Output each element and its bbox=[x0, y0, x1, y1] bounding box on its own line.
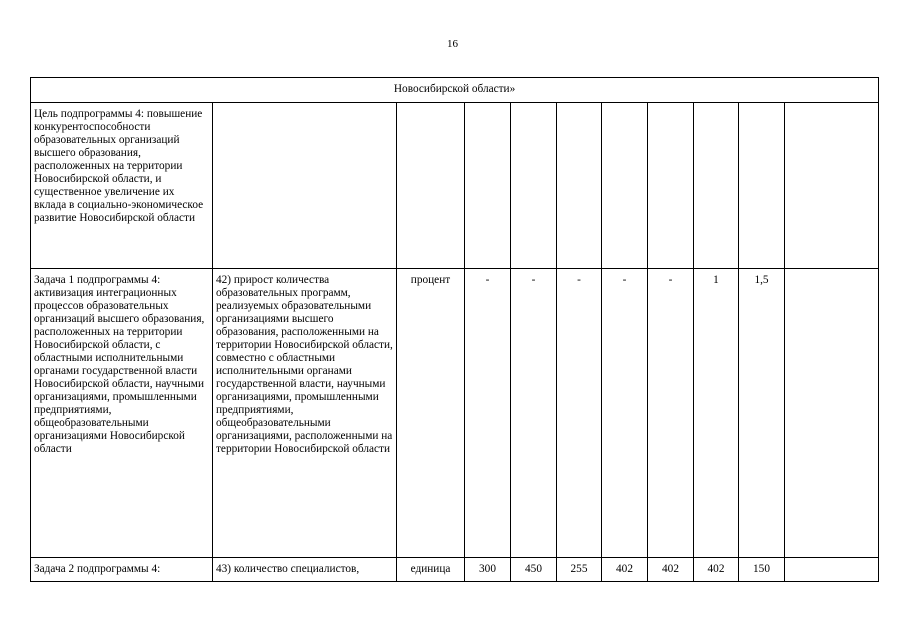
value-cell: 402 bbox=[648, 558, 694, 582]
value-cell: - bbox=[602, 269, 648, 558]
empty-cell bbox=[465, 103, 511, 269]
value-cell: 402 bbox=[694, 558, 739, 582]
empty-cell bbox=[648, 103, 694, 269]
value-cell: 402 bbox=[602, 558, 648, 582]
value-cell: 255 bbox=[557, 558, 602, 582]
empty-cell bbox=[785, 558, 879, 582]
table-row bbox=[31, 103, 879, 269]
value-cell: 1 bbox=[694, 269, 739, 558]
empty-cell bbox=[557, 103, 602, 269]
program-indicators-table bbox=[30, 77, 879, 582]
empty-cell bbox=[785, 103, 879, 269]
value-cell: - bbox=[557, 269, 602, 558]
empty-cell bbox=[694, 103, 739, 269]
table-heading-row bbox=[31, 78, 879, 103]
table-row bbox=[31, 269, 879, 558]
value-cell: 1,5 bbox=[739, 269, 785, 558]
unit-cell: единица bbox=[397, 558, 465, 582]
table-heading: Новосибирской области» bbox=[31, 78, 879, 103]
empty-cell bbox=[739, 103, 785, 269]
goal-cell: Цель подпрограммы 4: повышение конкурентоспособности образовательных организаций высшего образования, расположенных на территории Новосибирской области, и существенное увеличение их вклада в социально-экономическое развитие Новосибирской области bbox=[31, 103, 213, 269]
task-cell: Задача 2 подпрограммы 4: bbox=[31, 558, 213, 582]
value-cell: 450 bbox=[511, 558, 557, 582]
empty-cell bbox=[785, 269, 879, 558]
empty-cell bbox=[397, 103, 465, 269]
value-cell: - bbox=[648, 269, 694, 558]
value-cell: 150 bbox=[739, 558, 785, 582]
indicator-cell: 42) прирост количества образовательных программ, реализуемых образовательными организациями высшего образования, расположенными на территории Новосибирской области, совместно с областными исполнительными органами государственной власти, научными организациями, промышленными предприятиями, общеобразовательными организациями, расположенными на территории Новосибирской области bbox=[213, 269, 397, 558]
task-cell: Задача 1 подпрограммы 4: активизация интеграционных процессов образовательных организаций высшего образования, расположенных на территории Новосибирской области, с областными исполнительными органами государственной власти Новосибирской области, научными организациями, промышленными предприятиями, общеобразовательными организациями Новосибирской области bbox=[31, 269, 213, 558]
value-cell: - bbox=[465, 269, 511, 558]
indicator-cell: 43) количество специалистов, bbox=[213, 558, 397, 582]
empty-cell bbox=[511, 103, 557, 269]
page-number: 16 bbox=[447, 38, 458, 50]
table-row bbox=[31, 558, 879, 582]
empty-cell bbox=[213, 103, 397, 269]
value-cell: - bbox=[511, 269, 557, 558]
empty-cell bbox=[602, 103, 648, 269]
value-cell: 300 bbox=[465, 558, 511, 582]
unit-cell: процент bbox=[397, 269, 465, 558]
